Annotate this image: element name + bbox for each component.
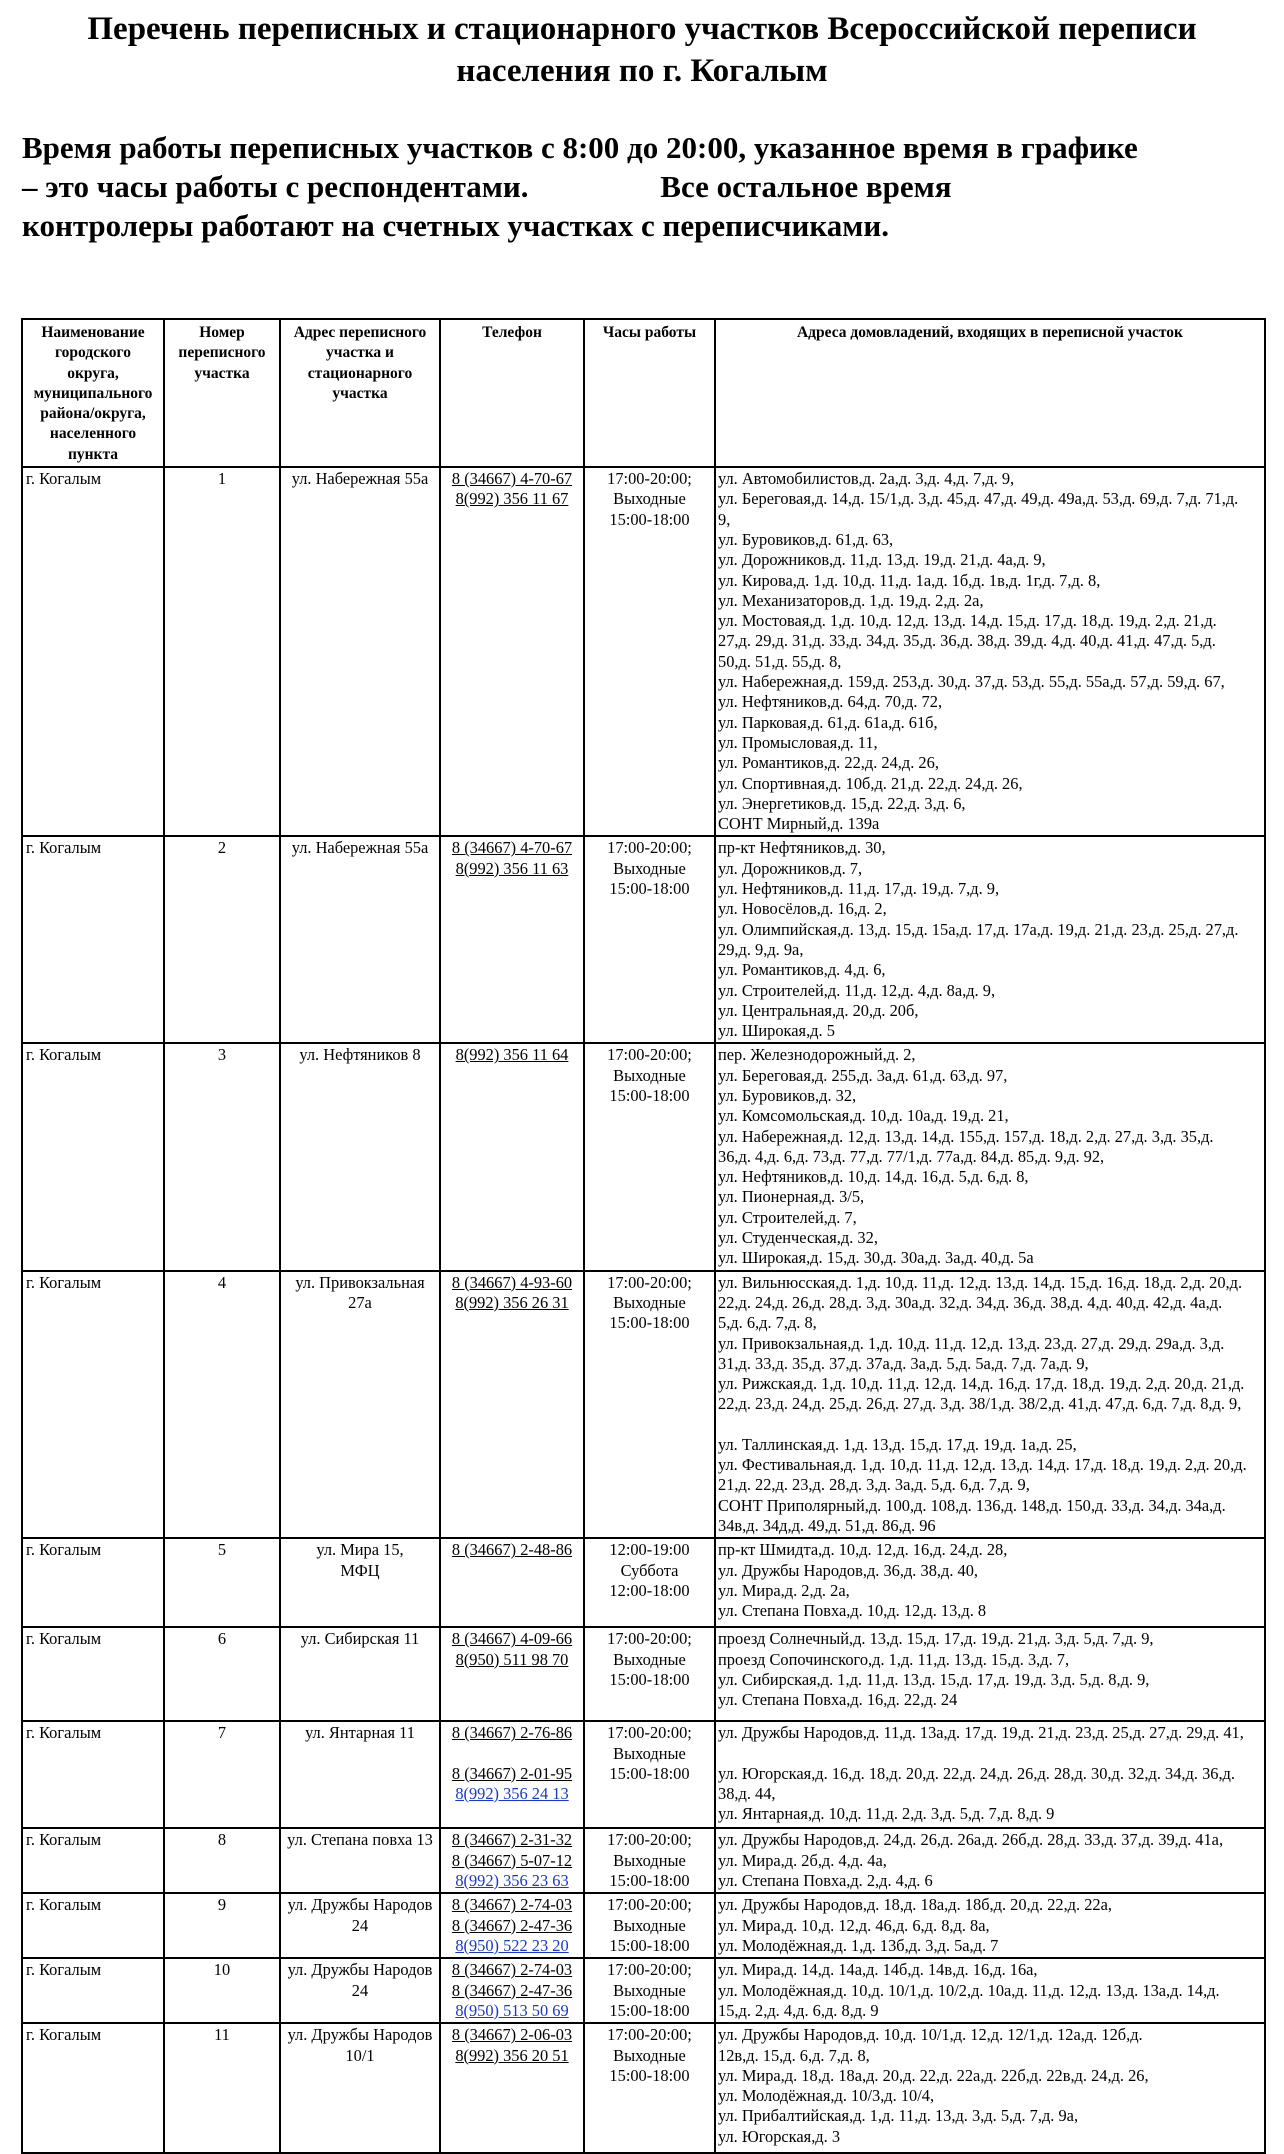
phone-cell [440, 1627, 584, 1721]
household-address-line: проезд Сопочинского,д. 1,д. 11,д. 13,д. 15,д. 3,д. 7, [718, 1649, 1070, 1669]
phone-cell [440, 2023, 584, 2153]
header-working-hours [584, 319, 715, 467]
household-address-line: 31,д. 33,д. 35,д. 37,д. 37а,д. 3а,д. 5,д. 5а,д. 7,д. 7а,д. 9, [718, 1353, 1089, 1373]
table-row [22, 2023, 1265, 2153]
household-address-line [718, 1415, 1261, 1435]
household-address-line: 22,д. 23,д. 24,д. 25,д. 26,д. 27,д. 3,д. 38/1,д. 38/2,д. 41,д. 47,д. 6,д. 7,д. 8,д. 9, [718, 1394, 1242, 1414]
district-number: 2 [217, 838, 227, 858]
household-address-line: проезд Солнечный,д. 13,д. 15,д. 17,д. 19,д. 21,д. 3,д. 5,д. 7,д. 9, [718, 1629, 1154, 1649]
household-address-line: ул. Широкая,д. 15,д. 30,д. 30а,д. 3а,д. 40,д. 5а [718, 1248, 1034, 1268]
household-address-line: ул. Олимпийская,д. 13,д. 15,д. 15а,д. 17,д. 17а,д. 19,д. 21,д. 23,д. 25,д. 27,д. [718, 919, 1239, 939]
phone-number: 8 (34667) 4-09-66 [451, 1629, 573, 1649]
household-address-line: ул. Спортивная,д. 10б,д. 21,д. 22,д. 24,д. 26, [718, 773, 1023, 793]
district-address-line: ул. Янтарная 11 [305, 1723, 415, 1743]
household-address-line: ул. Романтиков,д. 4,д. 6, [718, 960, 886, 980]
phone-number: 8(992) 356 11 67 [455, 489, 569, 509]
working-hours-line: 15:00-18:00 [609, 2065, 690, 2085]
municipality-name: г. Когалым [26, 1272, 102, 1292]
household-address-line: ул. Молодёжная,д. 10,д. 10/1,д. 10/2,д. 10а,д. 11,д. 12,д. 13,д. 13а,д. 14,д. [718, 1980, 1220, 2000]
table-row [22, 1828, 1265, 1893]
household-address-line: ул. Прибалтийская,д. 1,д. 11,д. 13,д. 3,д. 5,д. 7,д. 9а, [718, 2106, 1079, 2126]
working-hours-line: 15:00-18:00 [609, 1935, 690, 1955]
municipality-cell [22, 1043, 164, 1270]
household-address-line: ул. Механизаторов,д. 1,д. 19,д. 2,д. 2а, [718, 590, 984, 610]
district-number: 5 [217, 1540, 227, 1560]
household-address-line: ул. Кирова,д. 1,д. 10,д. 11,д. 1а,д. 1б,д. 1в,д. 1г,д. 7,д. 8, [718, 570, 1101, 590]
header-text-line: Телефон [482, 324, 542, 341]
household-address-line: ул. Дружбы Народов,д. 36,д. 38,д. 40, [718, 1560, 979, 1580]
header-text-line: стационарного [307, 364, 413, 382]
household-address-line: ул. Парковая,д. 61,д. 61а,д. 61б, [718, 712, 938, 732]
district-number-cell [164, 836, 280, 1043]
municipality-cell [22, 1271, 164, 1539]
household-address-line: ул. Янтарная,д. 10,д. 11,д. 2,д. 3,д. 5,д. 7,д. 8,д. 9 [718, 1804, 1055, 1824]
table-row [22, 1538, 1265, 1627]
household-address-line [718, 1744, 1261, 1764]
household-address-line: ул. Югорская,д. 3 [718, 2126, 841, 2146]
household-address-line: ул. Буровиков,д. 32, [718, 1085, 857, 1105]
header-text-line: района/округа, [40, 405, 146, 423]
district-number: 9 [217, 1895, 227, 1915]
household-addresses-cell [715, 1043, 1265, 1270]
header-text-line: участка и [326, 344, 394, 362]
working-hours-line: 17:00-20:00; [607, 1830, 692, 1850]
phone-number: 8 (34667) 4-93-60 [451, 1272, 573, 1292]
household-address-line: ул. Дружбы Народов,д. 18,д. 18а,д. 18б,д. 20,д. 22,д. 22а, [718, 1895, 1112, 1915]
header-text-line: муниципального [33, 384, 153, 402]
census-districts-table [21, 318, 1266, 2154]
working-hours-line: 17:00-20:00; [607, 1723, 692, 1743]
phone-link[interactable]: 8(992) 356 23 63 [455, 1870, 569, 1890]
household-address-line: ул. Набережная,д. 159,д. 253,д. 30,д. 37,д. 53,д. 55,д. 55а,д. 57,д. 59,д. 67, [718, 672, 1225, 692]
household-address-line: ул. Молодёжная,д. 10/3,д. 10/4, [718, 2086, 935, 2106]
working-hours-line: Выходные [613, 2045, 686, 2065]
working-hours-line: 17:00-20:00; [607, 2025, 692, 2045]
table-row [22, 467, 1265, 836]
table-row [22, 836, 1265, 1043]
household-address-line: ул. Дорожников,д. 7, [718, 858, 863, 878]
district-address-cell [280, 1893, 440, 1958]
household-address-line: ул. Дорожников,д. 11,д. 13,д. 19,д. 21,д. 4а,д. 9, [718, 550, 1046, 570]
household-address-line: ул. Привокзальная,д. 1,д. 10,д. 11,д. 12,д. 13,д. 23,д. 27,д. 29,д. 29а,д. 3,д. [718, 1333, 1225, 1353]
household-address-line: 38,д. 44, [718, 1783, 776, 1803]
household-addresses-cell [715, 467, 1265, 836]
household-address-line: ул. Центральная,д. 20,д. 20б, [718, 1000, 919, 1020]
district-address-line: ул. Набережная 55а [291, 469, 429, 489]
district-number-cell [164, 1828, 280, 1893]
household-address-line: ул. Береговая,д. 14,д. 15/1,д. 3,д. 45,д. 47,д. 49,д. 49а,д. 53,д. 69,д. 7,д. 71,д. [718, 489, 1239, 509]
municipality-cell [22, 2023, 164, 2153]
household-address-line: ул. Мира,д. 2,д. 2а, [718, 1580, 850, 1600]
header-municipality [22, 319, 164, 467]
household-address-line: 50,д. 51,д. 55,д. 8, [718, 651, 842, 671]
note-line: контролеры работают на счетных участках с переписчиками. [22, 208, 889, 243]
working-hours-line: Выходные [613, 1292, 686, 1312]
household-address-line: ул. Набережная,д. 12,д. 13,д. 14,д. 155,д. 157,д. 18,д. 2,д. 27,д. 3,д. 35,д. [718, 1126, 1214, 1146]
household-addresses-cell [715, 1828, 1265, 1893]
working-hours-line: 15:00-18:00 [609, 1085, 690, 1105]
district-number: 8 [217, 1830, 227, 1850]
household-addresses-cell [715, 836, 1265, 1043]
phone-number: 8 (34667) 2-06-03 [451, 2025, 573, 2045]
header-text-line: переписного [178, 344, 266, 362]
header-district-number [164, 319, 280, 467]
municipality-cell [22, 1958, 164, 2023]
title-line: населения по г. Когалым [456, 53, 828, 89]
phone-cell [440, 1893, 584, 1958]
phone-number: 8 (34667) 2-74-03 [451, 1960, 573, 1980]
phone-number: 8 (34667) 2-01-95 [451, 1763, 573, 1783]
header-text-line: Наименование [41, 324, 145, 341]
district-address-line: ул. Дружбы Народов [287, 1960, 433, 1980]
working-hours-line: 17:00-20:00; [607, 1272, 692, 1292]
household-address-line: ул. Степана Повха,д. 2,д. 4,д. 6 [718, 1870, 933, 1890]
household-address-line: 22,д. 24,д. 26,д. 28,д. 3,д. 30а,д. 32,д. 34,д. 36,д. 38,д. 4,д. 40,д. 42,д. 4а,д. [718, 1292, 1223, 1312]
household-address-line: 12в,д. 15,д. 6,д. 7,д. 8, [718, 2045, 870, 2065]
district-address-cell [280, 1721, 440, 1828]
district-address-line: 24 [351, 1915, 369, 1935]
household-address-line: ул. Автомобилистов,д. 2а,д. 3,д. 4,д. 7,д. 9, [718, 469, 1015, 489]
working-hours-line: Выходные [613, 1850, 686, 1870]
district-address-cell [280, 467, 440, 836]
household-address-line: ул. Таллинская,д. 1,д. 13,д. 15,д. 17,д. 19,д. 1а,д. 25, [718, 1434, 1077, 1454]
household-address-line: ул. Дружбы Народов,д. 11,д. 13а,д. 17,д. 19,д. 21,д. 23,д. 25,д. 27,д. 29,д. 41, [718, 1723, 1244, 1743]
household-address-line: ул. Промысловая,д. 11, [718, 732, 878, 752]
working-hours-cell [584, 1043, 715, 1270]
header-phone [440, 319, 584, 467]
household-address-line: ул. Энергетиков,д. 15,д. 22,д. 3,д. 6, [718, 793, 966, 813]
working-hours-cell [584, 1958, 715, 2023]
household-address-line: ул. Нефтяников,д. 10,д. 14,д. 16,д. 5,д. 6,д. 8, [718, 1167, 1029, 1187]
municipality-name: г. Когалым [26, 1830, 102, 1850]
district-number: 11 [214, 2025, 230, 2045]
district-address-cell [280, 836, 440, 1043]
working-hours-line: 15:00-18:00 [609, 1870, 690, 1890]
district-number-cell [164, 1958, 280, 2023]
household-address-line: ул. Буровиков,д. 61,д. 63, [718, 529, 894, 549]
municipality-name: г. Когалым [26, 2025, 102, 2045]
household-address-line: ул. Молодёжная,д. 1,д. 13б,д. 3,д. 5а,д. 7 [718, 1935, 999, 1955]
working-hours-cell [584, 1828, 715, 1893]
header-text-line: округа, [67, 364, 119, 382]
municipality-cell [22, 1828, 164, 1893]
household-address-line: СОНТ Мирный,д. 139а [718, 814, 880, 834]
phone-number: 8 (34667) 2-47-36 [451, 1980, 573, 2000]
table-row [22, 1958, 1265, 2023]
phone-cell [440, 836, 584, 1043]
table-row [22, 1627, 1265, 1721]
district-number-cell [164, 1271, 280, 1539]
household-address-line: 21,д. 22,д. 23,д. 28,д. 3,д. 3а,д. 5,д. 6,д. 7,д. 9, [718, 1475, 1030, 1495]
phone-cell [440, 1271, 584, 1539]
municipality-cell [22, 467, 164, 836]
district-address-line: ул. Нефтяников 8 [299, 1045, 421, 1065]
household-address-line: ул. Мира,д. 18,д. 18а,д. 20,д. 22,д. 22а,д. 22б,д. 22в,д. 24,д. 26, [718, 2065, 1149, 2085]
phone-link[interactable]: 8(950) 513 50 69 [455, 2000, 569, 2020]
household-address-line: ул. Степана Повха,д. 10,д. 12,д. 13,д. 8 [718, 1601, 987, 1621]
district-number: 10 [213, 1960, 231, 1980]
municipality-name: г. Когалым [26, 1895, 102, 1915]
phone-cell [440, 1538, 584, 1627]
household-address-line: 34в,д. 34д,д. 49,д. 51,д. 86,д. 96 [718, 1515, 936, 1535]
district-number: 6 [217, 1629, 227, 1649]
household-address-line: 9, [718, 509, 731, 529]
household-address-line: ул. Мира,д. 10,д. 12,д. 46,д. 6,д. 8,д. 8а, [718, 1915, 990, 1935]
phone-number: 8(992) 356 11 63 [455, 858, 569, 878]
household-address-line: ул. Комсомольская,д. 10,д. 10а,д. 19,д. 21, [718, 1106, 1009, 1126]
district-address-cell [280, 1627, 440, 1721]
working-hours-line: 15:00-18:00 [609, 2000, 690, 2020]
district-number: 1 [217, 469, 227, 489]
district-address-line: ул. Мира 15, [316, 1540, 404, 1560]
table-row [22, 1271, 1265, 1539]
district-address-line: 24 [351, 1980, 369, 2000]
district-address-line: 27а [348, 1292, 372, 1312]
municipality-cell [22, 1627, 164, 1721]
phone-number: 8 (34667) 4-70-67 [451, 469, 573, 489]
phone-link[interactable]: 8(950) 522 23 20 [455, 1935, 569, 1955]
working-hours-line: Выходные [613, 1065, 686, 1085]
district-number-cell [164, 2023, 280, 2153]
working-hours-line: 15:00-18:00 [609, 1313, 690, 1333]
phone-number: 8 (34667) 2-76-86 [451, 1723, 573, 1743]
working-hours-line: Выходные [613, 858, 686, 878]
district-address-line: ул. Набережная 55а [291, 838, 429, 858]
phone-number: 8 (34667) 2-31-32 [451, 1830, 573, 1850]
household-address-line: ул. Строителей,д. 7, [718, 1207, 857, 1227]
household-address-line: ул. Дружбы Народов,д. 24,д. 26,д. 26а,д. 26б,д. 28,д. 33,д. 37,д. 39,д. 41а, [718, 1830, 1224, 1850]
phone-cell [440, 1043, 584, 1270]
header-text-line: Адрес переписного [293, 324, 427, 341]
household-address-line: ул. Студенческая,д. 32, [718, 1228, 878, 1248]
household-address-line: 27,д. 29,д. 31,д. 33,д. 34,д. 35,д. 36,д. 38,д. 39,д. 4,д. 40,д. 41,д. 47,д. 5,д. [718, 631, 1216, 651]
district-number-cell [164, 467, 280, 836]
household-address-line: ул. Нефтяников,д. 64,д. 70,д. 72, [718, 692, 943, 712]
table-header-row [22, 319, 1265, 467]
municipality-name: г. Когалым [26, 838, 102, 858]
household-address-line: пер. Железнодорожный,д. 2, [718, 1045, 916, 1065]
working-hours-cell [584, 1893, 715, 1958]
municipality-cell [22, 1893, 164, 1958]
district-address-cell [280, 2023, 440, 2153]
phone-number: 8(950) 511 98 70 [455, 1649, 569, 1669]
household-addresses-cell [715, 1958, 1265, 2023]
phone-number: 8 (34667) 2-48-86 [451, 1540, 573, 1560]
working-hours-cell [584, 467, 715, 836]
district-number: 3 [217, 1045, 227, 1065]
household-address-line: пр-кт Нефтяников,д. 30, [718, 838, 886, 858]
municipality-name: г. Когалым [26, 1629, 102, 1649]
phone-number: 8(992) 356 11 64 [455, 1045, 569, 1065]
district-address-cell [280, 1828, 440, 1893]
phone-number: 8 (34667) 4-70-67 [451, 838, 573, 858]
district-address-cell [280, 1538, 440, 1627]
title-line: Перечень переписных и стационарного участков Всероссийской переписи [87, 11, 1197, 47]
phone-number [444, 1744, 580, 1764]
household-address-line: ул. Мира,д. 2б,д. 4,д. 4а, [718, 1850, 887, 1870]
phone-number: 8 (34667) 2-47-36 [451, 1915, 573, 1935]
working-hours-line: 15:00-18:00 [609, 879, 690, 899]
working-hours-line: 17:00-20:00; [607, 1045, 692, 1065]
working-hours-cell [584, 1721, 715, 1828]
note-line: Время работы переписных участков с 8:00 до 20:00, указанное время в графике [22, 130, 1138, 165]
household-address-line: 29,д. 9,д. 9а, [718, 939, 804, 959]
working-hours-cell [584, 1627, 715, 1721]
header-household-addresses [715, 319, 1265, 467]
household-address-line: СОНТ Приполярный,д. 100,д. 108,д. 136,д. 148,д. 150,д. 33,д. 34,д. 34а,д. [718, 1495, 1226, 1515]
header-district-address [280, 319, 440, 467]
district-address-line: ул. Сибирская 11 [300, 1629, 420, 1649]
district-number-cell [164, 1721, 280, 1828]
district-number-cell [164, 1043, 280, 1270]
phone-cell [440, 1958, 584, 2023]
district-address-cell [280, 1043, 440, 1270]
working-hours-line: 17:00-20:00; [607, 1629, 692, 1649]
district-number-cell [164, 1893, 280, 1958]
district-address-line: ул. Дружбы Народов [287, 1895, 433, 1915]
header-text-line: Часы работы [602, 324, 697, 341]
household-addresses-cell [715, 1721, 1265, 1828]
table-row [22, 1893, 1265, 1958]
header-text-line: Номер [199, 324, 245, 341]
household-address-line: 15,д. 2,д. 4,д. 6,д. 8,д. 9 [718, 2000, 879, 2020]
district-address-line: МФЦ [340, 1560, 380, 1580]
municipality-name: г. Когалым [26, 1045, 102, 1065]
household-address-line: пр-кт Шмидта,д. 10,д. 12,д. 16,д. 24,д. 28, [718, 1540, 1008, 1560]
household-address-line: 5,д. 6,д. 7,д. 8, [718, 1313, 817, 1333]
household-address-line: ул. Дружбы Народов,д. 10,д. 10/1,д. 12,д. 12/1,д. 12а,д. 12б,д. [718, 2025, 1143, 2045]
household-address-line: 36,д. 4,д. 6,д. 73,д. 77,д. 77/1,д. 77а,д. 84,д. 85,д. 9,д. 92, [718, 1146, 1105, 1166]
phone-number: 8 (34667) 5-07-12 [451, 1850, 573, 1870]
phone-cell [440, 1828, 584, 1893]
working-hours-line: Выходные [613, 1649, 686, 1669]
district-address-line: 10/1 [345, 2045, 375, 2065]
household-address-line: ул. Рижская,д. 1,д. 10,д. 11,д. 12,д. 14,д. 16,д. 17,д. 18,д. 19,д. 2,д. 20,д. 21,д. [718, 1374, 1245, 1394]
household-address-line: ул. Фестивальная,д. 1,д. 10,д. 11,д. 12,д. 13,д. 14,д. 17,д. 18,д. 19,д. 2,д. 20,д. [718, 1455, 1247, 1475]
household-address-line: ул. Мира,д. 14,д. 14а,д. 14б,д. 14в,д. 16,д. 16а, [718, 1960, 1038, 1980]
municipality-cell [22, 1538, 164, 1627]
working-hours-line: 12:00-19:00 [609, 1540, 690, 1560]
household-addresses-cell [715, 1271, 1265, 1539]
working-hours-line: 17:00-20:00; [607, 1895, 692, 1915]
household-addresses-cell [715, 1893, 1265, 1958]
header-text-line: Адреса домовладений, входящих в переписной участок [796, 324, 1183, 341]
municipality-name: г. Когалым [26, 1723, 102, 1743]
working-hours-line: 12:00-18:00 [609, 1580, 690, 1600]
working-hours-line: 17:00-20:00; [607, 1960, 692, 1980]
working-hours-line: Выходные [613, 489, 686, 509]
header-text-line: участка [194, 364, 250, 382]
working-hours-line: 15:00-18:00 [609, 509, 690, 529]
household-address-line: ул. Мостовая,д. 1,д. 10,д. 12,д. 13,д. 14,д. 15,д. 17,д. 18,д. 19,д. 2,д. 21,д. [718, 611, 1217, 631]
header-text-line: населенного [49, 425, 137, 443]
household-address-line: ул. Югорская,д. 16,д. 18,д. 20,д. 22,д. 24,д. 26,д. 28,д. 30,д. 32,д. 34,д. 36,д. [718, 1763, 1235, 1783]
working-hours-cell [584, 836, 715, 1043]
household-address-line: ул. Романтиков,д. 22,д. 24,д. 26, [718, 753, 939, 773]
working-hours-line: Выходные [613, 1743, 686, 1763]
header-text-line: городского [55, 344, 131, 362]
working-hours-cell [584, 2023, 715, 2153]
district-number: 4 [217, 1272, 227, 1292]
household-address-line: ул. Нефтяников,д. 11,д. 17,д. 19,д. 7,д. 9, [718, 879, 1000, 899]
household-address-line: ул. Степана Повха,д. 16,д. 22,д. 24 [718, 1690, 958, 1710]
phone-cell [440, 467, 584, 836]
phone-number: 8(992) 356 26 31 [455, 1292, 569, 1312]
household-address-line: ул. Широкая,д. 5 [718, 1021, 835, 1041]
district-address-cell [280, 1271, 440, 1539]
working-hours-line: Суббота [620, 1560, 679, 1580]
household-address-line: ул. Строителей,д. 11,д. 12,д. 4,д. 8а,д. 9, [718, 980, 996, 1000]
working-hours-line: 15:00-18:00 [609, 1763, 690, 1783]
municipality-name: г. Когалым [26, 469, 102, 489]
header-text-line: пункта [67, 445, 119, 463]
note-line: – это часы работы с респондентами. Все остальное время [22, 169, 952, 204]
household-address-line: ул. Вильнюсская,д. 1,д. 10,д. 11,д. 12,д. 13,д. 14,д. 15,д. 16,д. 18,д. 2,д. 20,д. [718, 1272, 1243, 1292]
district-address-line: ул. Дружбы Народов [287, 2025, 433, 2045]
phone-number: 8(992) 356 20 51 [455, 2045, 569, 2065]
district-number-cell [164, 1538, 280, 1627]
phone-cell [440, 1721, 584, 1828]
table-row [22, 1043, 1265, 1270]
header-text-line: участка [332, 384, 388, 402]
page-title [0, 8, 1284, 92]
household-address-line: ул. Береговая,д. 255,д. 3а,д. 61,д. 63,д. 97, [718, 1065, 1008, 1085]
working-hours-line: 17:00-20:00; [607, 469, 692, 489]
household-addresses-cell [715, 2023, 1265, 2153]
working-hours-line: 15:00-18:00 [609, 1669, 690, 1689]
working-hours-line: 17:00-20:00; [607, 838, 692, 858]
working-hours-cell [584, 1538, 715, 1627]
household-addresses-cell [715, 1538, 1265, 1627]
working-hours-line: Выходные [613, 1915, 686, 1935]
household-address-line: ул. Пионерная,д. 3/5, [718, 1187, 865, 1207]
household-address-line: ул. Сибирская,д. 1,д. 11,д. 13,д. 15,д. 17,д. 19,д. 3,д. 5,д. 8,д. 9, [718, 1669, 1150, 1689]
table-row [22, 1721, 1265, 1828]
working-hours-note [22, 128, 1272, 245]
district-address-cell [280, 1958, 440, 2023]
household-addresses-cell [715, 1627, 1265, 1721]
working-hours-cell [584, 1271, 715, 1539]
municipality-name: г. Когалым [26, 1540, 102, 1560]
phone-link[interactable]: 8(992) 356 24 13 [455, 1783, 569, 1803]
phone-number: 8 (34667) 2-74-03 [451, 1895, 573, 1915]
household-address-line: ул. Новосёлов,д. 16,д. 2, [718, 899, 887, 919]
municipality-name: г. Когалым [26, 1960, 102, 1980]
working-hours-line: Выходные [613, 1980, 686, 2000]
district-number-cell [164, 1627, 280, 1721]
district-address-line: ул. Степана повха 13 [287, 1830, 433, 1850]
district-number: 7 [217, 1723, 227, 1743]
municipality-cell [22, 1721, 164, 1828]
municipality-cell [22, 836, 164, 1043]
district-address-line: ул. Привокзальная [295, 1272, 425, 1292]
